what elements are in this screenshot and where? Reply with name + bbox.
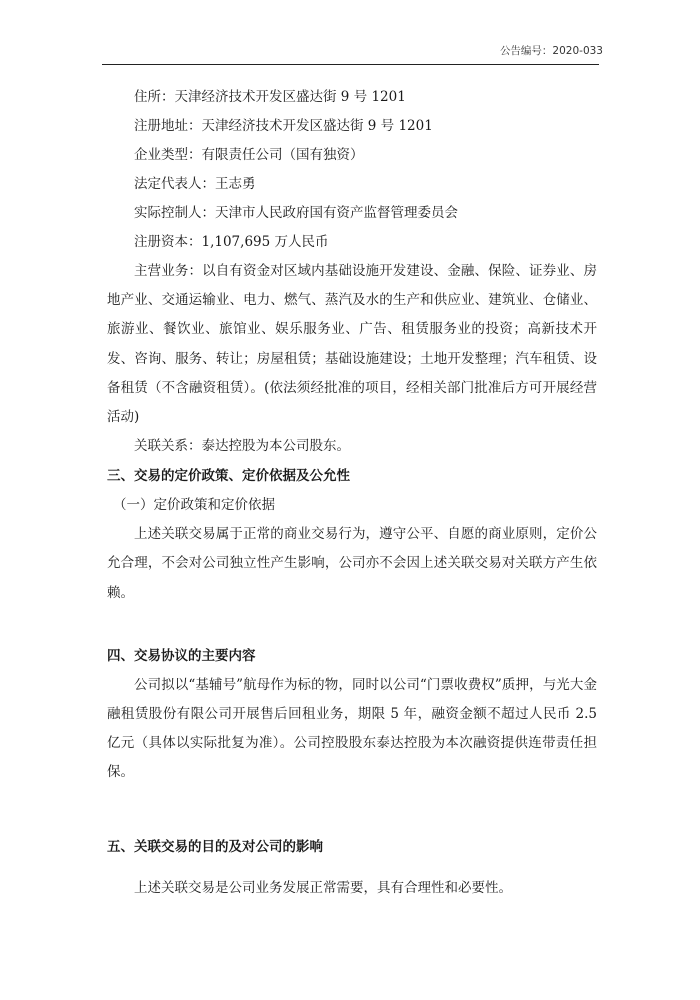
registered-address: 注册地址：天津经济技术开发区盛达街 9 号 1201 [134, 118, 433, 134]
section-3-title: 三、交易的定价政策、定价依据及公允性 [107, 468, 350, 485]
company-address: 住所：天津经济技术开发区盛达街 9 号 1201 [134, 89, 406, 105]
document-body [107, 83, 597, 903]
section-5-title: 五、关联交易的目的及对公司的影响 [107, 838, 323, 855]
section-3-subtitle: （一）定价政策和定价依据 [113, 497, 275, 514]
relationship: 关联关系：泰达控股为本公司股东。 [134, 438, 350, 455]
enterprise-type: 企业类型：有限责任公司（国有独资） [134, 147, 364, 163]
header-rule [102, 64, 599, 65]
section-4-body: 公司拟以“基辅号”航母作为标的物，同时以公司“门票收费权”质押，与光大金融租赁股份有限公司开展售后回租业务，期限 5 年，融资金额不超过人民币 2.5 亿元（具体以实际批复为准）。公司控股股东泰达控股为本次融资提供连带责任担保。 [107, 676, 597, 781]
section-3-body: 上述关联交易属于正常的商业交易行为，遵守公平、自愿的商业原则，定价公允合理，不会对公司独立性产生影响，公司亦不会因上述关联交易对关联方产生依赖。 [107, 526, 597, 601]
section-4-title: 四、交易协议的主要内容 [107, 647, 256, 664]
registered-capital: 注册资本：1,107,695 万人民币 [134, 234, 329, 250]
notice-number: 公告编号：2020-033 [499, 45, 603, 57]
legal-representative: 法定代表人：王志勇 [134, 176, 256, 192]
actual-controller: 实际控制人：天津市人民政府国有资产监督管理委员会 [134, 205, 458, 221]
main-business: 主营业务：以自有资金对区域内基础设施开发建设、金融、保险、证券业、房地产业、交通运输业、电力、燃气、蒸汽及水的生产和供应业、建筑业、仓储业、旅游业、餐饮业、旅馆业、娱乐服务业、广告、租赁服务业的投资；高新技术开发、咨询、服务、转让；房屋租赁；基础设施建设；土地开发整理；汽车租赁、设备租赁（不含融资租赁）。(依法须经批准的项目，经相关部门批准后方可开展经营活动) [107, 263, 597, 426]
section-5-body: 上述关联交易是公司业务发展正常需要，具有合理性和必要性。 [134, 879, 512, 896]
